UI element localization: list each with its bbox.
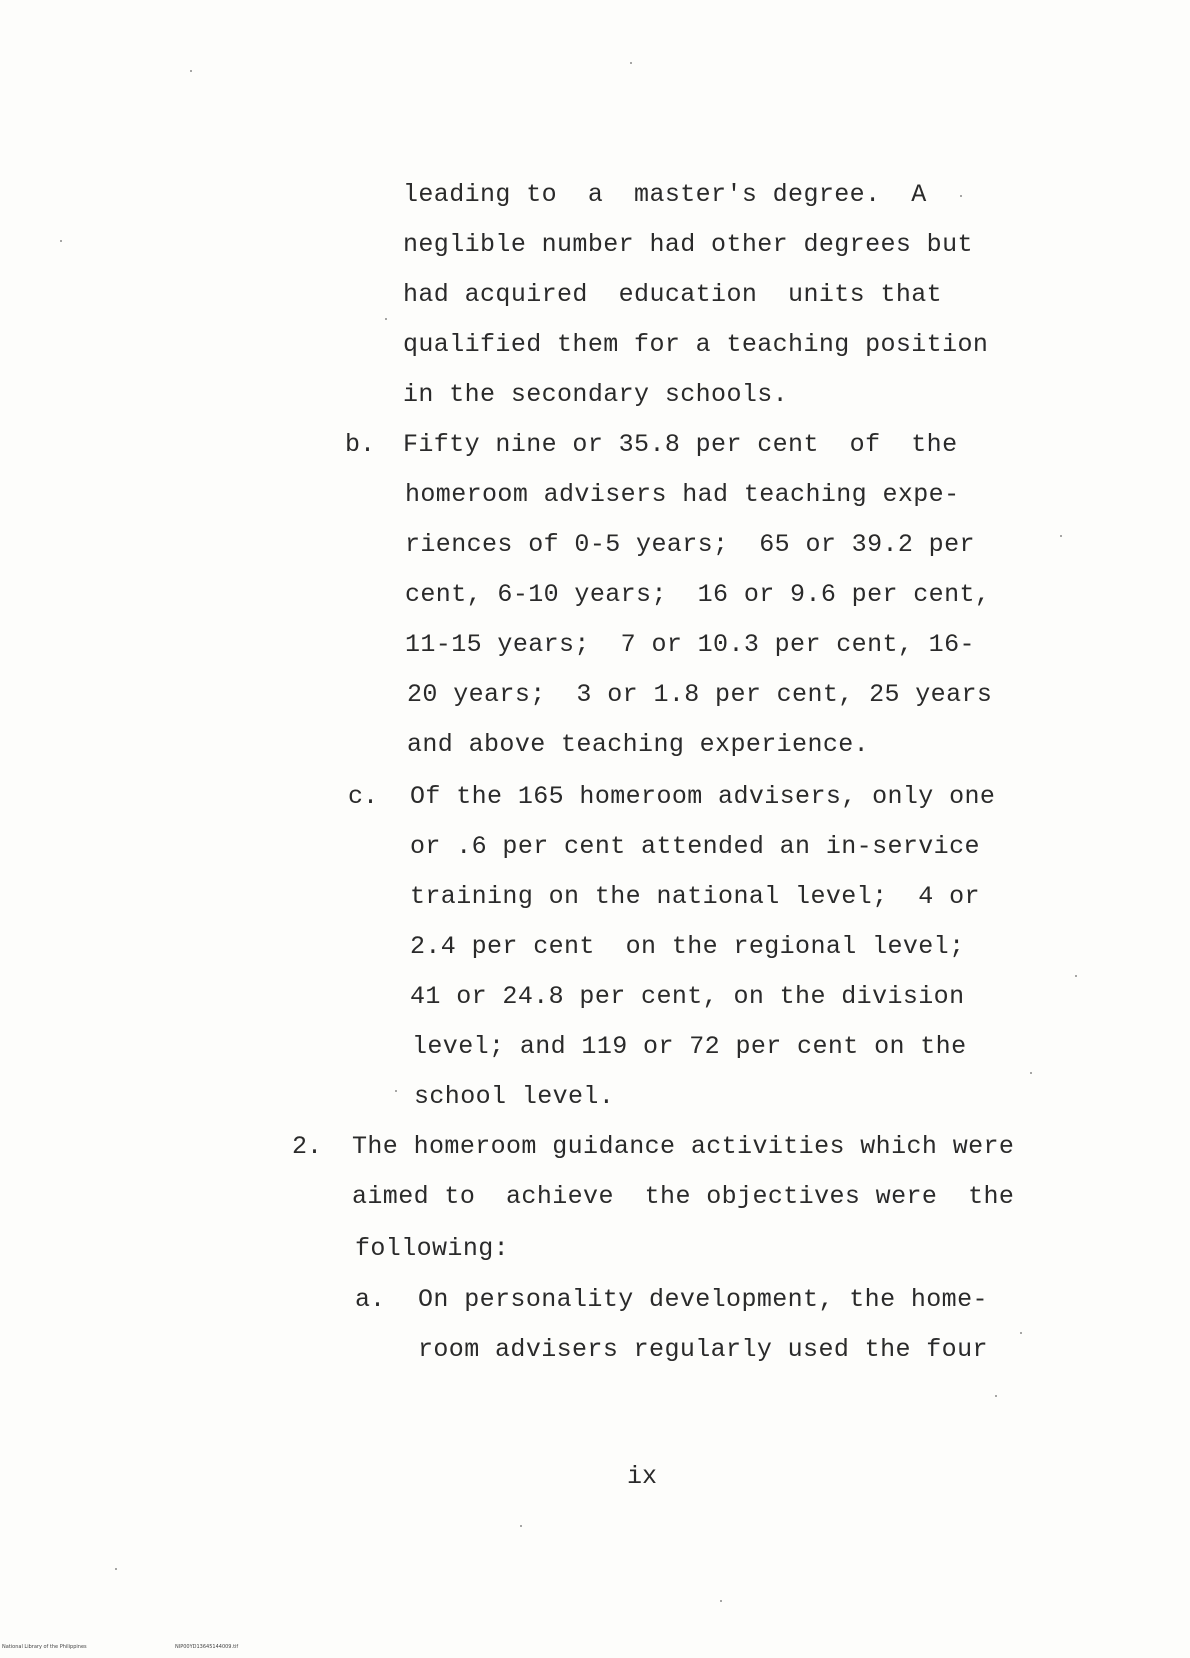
list-marker: a. [355, 1285, 386, 1314]
text-line: 11-15 years; 7 or 10.3 per cent, 16- [405, 630, 975, 659]
scan-speck [1030, 1072, 1032, 1074]
text-line: school level. [414, 1082, 615, 1111]
footer-source: National Library of the Philippines [2, 1644, 87, 1650]
text-line: following: [355, 1234, 510, 1263]
text-line: aimed to achieve the objectives were the [352, 1182, 1015, 1211]
text-line: room advisers regularly used the four [418, 1335, 988, 1364]
text-line: riences of 0-5 years; 65 or 39.2 per [405, 530, 975, 559]
text-line: had acquired education units that [403, 280, 943, 309]
scan-speck [1060, 535, 1062, 537]
text-line: leading to a master's degree. A [403, 180, 927, 209]
scan-speck [520, 1525, 522, 1527]
text-line: homeroom advisers had teaching expe- [405, 480, 960, 509]
text-line: level; and 119 or 72 per cent on the [412, 1032, 967, 1061]
text-line: 20 years; 3 or 1.8 per cent, 25 years [407, 680, 993, 709]
scan-speck [995, 1395, 997, 1397]
text-line: On personality development, the home- [418, 1285, 988, 1314]
text-line: or .6 per cent attended an in-service [410, 832, 980, 861]
scan-speck [190, 70, 192, 72]
scan-speck [720, 1600, 722, 1602]
footer-filename: NIP00YD13645144009.tif [175, 1644, 239, 1650]
scan-speck [1075, 975, 1077, 977]
list-marker: 2. [292, 1132, 323, 1161]
text-line: in the secondary schools. [403, 380, 789, 409]
text-line: neglible number had other degrees but [403, 230, 973, 259]
scan-speck [60, 240, 62, 242]
scan-speck [115, 1568, 117, 1570]
text-line: training on the national level; 4 or [410, 882, 980, 911]
page-number: ix [627, 1462, 658, 1491]
text-line: 41 or 24.8 per cent, on the division [410, 982, 965, 1011]
scan-speck [960, 195, 962, 197]
text-line: Of the 165 homeroom advisers, only one [410, 782, 996, 811]
text-line: 2.4 per cent on the regional level; [410, 932, 965, 961]
text-line: The homeroom guidance activities which were [352, 1132, 1015, 1161]
text-line: qualified them for a teaching position [403, 330, 989, 359]
list-marker: b. [345, 430, 376, 459]
list-marker: c. [348, 782, 379, 811]
text-line: cent, 6-10 years; 16 or 9.6 per cent, [405, 580, 991, 609]
text-line: and above teaching experience. [407, 730, 870, 759]
scan-speck [1020, 1332, 1022, 1334]
text-line: Fifty nine or 35.8 per cent of the [403, 430, 958, 459]
scan-speck [395, 1090, 397, 1092]
scan-speck [630, 62, 632, 64]
scan-speck [385, 318, 387, 320]
